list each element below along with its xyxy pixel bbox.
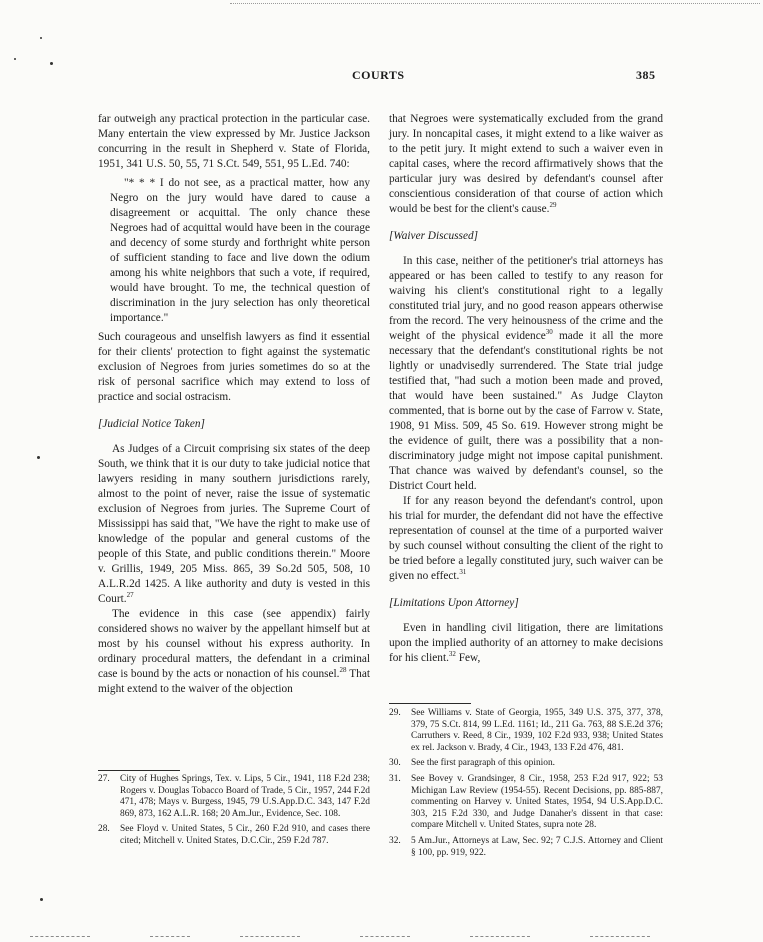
footnote-ref: 30 <box>545 328 553 337</box>
paragraph-text: made it all the more necessary that the defendant's constitutional rights be not lightly or unadvisedly surrendered. The State trial judge testified that, "had such a motion been made and proved, that would have been sustained." As Judge Clayton commented, that is borne out by the case of Farrow v. State, 1908, 91 Miss. 509, 45 So. 619. However strong might be the evidence of guilt, there was a possibility that a non-discriminatory judge might not impose capital punishment. That chance was waived by defendant's counsel, so the District Court held. <box>389 330 664 492</box>
footnote-number: 32. <box>389 835 401 846</box>
block-quote: "* * * I do not see, as a practical matter, how any Negro on the jury would have dared to cause a disagreement or acquittal. The only chance these Negroes had of acquittal would have been in the courage and decency of some sturdy and forthright white person of sufficient standing to face and live down the odium among his white neighbors that such a vote, if required, would have brought. To me, the technical question of discrimination in the jury selection has only theoretical importance." <box>110 177 370 324</box>
left-paragraph-3 <box>98 442 370 607</box>
paragraph-text: If for any reason beyond the defendant's control, upon his trial for murder, the defendant did not have the effective representation of counsel at the time of a purported waiver by such counsel without consulting the client of the right to be tried before a legally constituted jury, such waiver can be given no effect. <box>389 495 663 582</box>
left-paragraph-1: far outweigh any practical protection in the particular case. Many entertain the view expressed by Mr. Justice Jackson concurring in the result in Shepherd v. State of Florida, 1951, 341 U.S. 50, 55, 71 S.Ct. 549, 551, 95 L.Ed. 740: <box>98 113 370 170</box>
scan-speck <box>50 62 53 65</box>
footnote-text: See Floyd v. United States, 5 Cir., 260 F.2d 910, and cases there cited; Mitchell v. United States, D.C.Cir., 259 F.2d 787. <box>120 824 370 846</box>
left-paragraph-2: Such courageous and unselfish lawyers as find it essential for their clients' protection to fight against the systematic exclusion of Negroes from juries sometimes do so at the risk of personal sacrifice which may extend to loss of practice and social ostracism. <box>98 331 370 403</box>
section-heading-waiver: [Waiver Discussed] <box>389 230 479 242</box>
right-paragraph-1 <box>389 112 663 217</box>
footnote <box>389 774 663 832</box>
footnote-number: 31. <box>389 773 401 784</box>
footnote-text: See the first paragraph of this opinion. <box>411 758 555 769</box>
footnote-text: See Williams v. State of Georgia, 1955, 349 U.S. 375, 377, 378, 379, 75 S.Ct. 814, 99 L.Ed. 1161; Id., 211 Ga. 763, 88 S.E.2d 376; Carruthers v. Reed, 8 Cir., 1939, 102 F.2d 933, 938; United States ex rel. Jackson v. Brady, 4 Cir., 1943, 133 F.2d 476, 481. <box>411 708 663 753</box>
section-heading-limitations: [Limitations Upon Attorney] <box>389 597 519 609</box>
footnote-ref: 27 <box>126 591 134 600</box>
footnote-text: 5 Am.Jur., Attorneys at Law, Sec. 92; 7 C.J.S. Attorney and Client § 100, pp. 919, 922. <box>411 835 663 858</box>
paragraph-text: Few, <box>455 652 481 664</box>
footnote-ref: 29 <box>549 201 557 210</box>
left-column <box>98 112 370 697</box>
paragraph-text: As Judges of a Circuit comprising six states of the deep South, we think that it is our duty to take judicial notice that lawyers residing in many southern jurisdictions rarely, almost to the point of never, raise the issue of systematic exclusion of Negroes from juries. The Supreme Court of Mississippi has said that, "We have the right to make use of knowledge of the popular and general customs of the people of this State, and public conditions therein." Moore v. Grillis, 1949, 205 Miss. 865, 39 So.2d 505, 508, 10 A.L.R.2d 1425. A like authority and duty is vested in this Court. <box>98 443 370 605</box>
footnote <box>98 774 370 820</box>
paragraph-text: The evidence in this case (see appendix) fairly considered shows no waiver by the appellant himself but at most by his counsel without his express authority. In ordinary procedural matters, the defendant in a criminal case is bound by the acts or nonaction of his counsel. <box>98 608 370 680</box>
footnote-rule-right <box>389 703 471 704</box>
footnote-text: City of Hughes Springs, Tex. v. Lips, 5 Cir., 1941, 118 F.2d 238; Rogers v. Douglas Tobacco Board of Trade, 5 Cir., 1957, 244 F.2d 471, 478; Mays v. Burgess, 1945, 79 U.S.App.D.C. 343, 147 F.2d 869, 873, 162 A.L.R. 168; 20 Am.Jur., Evidence, Sec. 108. <box>120 774 370 819</box>
scan-speck <box>40 37 42 39</box>
bottom-scan-border <box>240 936 300 937</box>
scan-speck <box>37 456 40 459</box>
scan-speck <box>14 58 16 60</box>
footnote-number: 27. <box>98 774 110 784</box>
bottom-scan-border <box>30 936 90 937</box>
footnote-number: 28. <box>98 824 110 835</box>
footnote-number: 30. <box>389 758 401 769</box>
bottom-scan-border <box>150 936 190 937</box>
paragraph-text: In this case, neither of the petitioner's trial attorneys has appeared or has been called to testify to any reason for waiving his client's constitutional right to a legally constituted trial jury, and no good reason appears otherwise from the record. The very heinousness of the crime and the weight of the physical evidence <box>389 255 663 342</box>
top-scan-border <box>230 3 760 4</box>
footnote <box>389 758 663 770</box>
page-title: COURTS <box>352 68 405 82</box>
right-paragraph-4 <box>389 621 663 666</box>
footnote-ref: 28 <box>339 666 347 675</box>
footnotes-right <box>389 708 663 863</box>
right-column <box>389 112 663 666</box>
left-paragraph-4 <box>98 607 370 697</box>
page-number: 385 <box>636 68 656 82</box>
footnote <box>98 824 370 847</box>
bottom-scan-border <box>590 936 650 937</box>
scan-speck <box>40 898 43 901</box>
paragraph-text: That might extend to the waiver of the objection <box>98 668 370 695</box>
footnote-text: See Bovey v. Grandsinger, 8 Cir., 1958, 253 F.2d 917, 922; 53 Michigan Law Review (1954-55). Recent Decisions, pp. 885-887, commenting on Harvey v. United States, 1954, 94 U.S.App.D.C. 303, 215 F.2d 330, and Judge Danaher's dissent in that case: compare Mitchell v. United States, supra note 28. <box>411 773 663 831</box>
bottom-scan-border <box>360 936 410 937</box>
footnote <box>389 836 663 859</box>
footnote <box>389 708 663 754</box>
bottom-scan-border <box>470 936 530 937</box>
section-heading-judicial-notice: [Judicial Notice Taken] <box>98 418 205 430</box>
footnotes-left <box>98 774 370 852</box>
right-paragraph-2 <box>389 254 663 494</box>
footnote-number: 29. <box>389 708 401 718</box>
paragraph-text: Even in handling civil litigation, there are limitations upon the implied authority of an attorney to make decisions for his client. <box>389 622 663 664</box>
right-paragraph-3 <box>389 494 663 584</box>
footnote-ref: 31 <box>459 568 467 577</box>
footnote-ref: 32 <box>448 650 456 659</box>
paragraph-text: that Negroes were systematically excluded from the grand jury. In noncapital cases, it might extend to a like waiver as to the petit jury. It might extend to such a waiver even in capital cases, where the record affirmatively shows that the particular jury was desired by defendant's counsel after conscientious consideration of that course of action which would be best for the client's cause. <box>389 113 663 215</box>
footnote-rule-left <box>98 770 180 771</box>
